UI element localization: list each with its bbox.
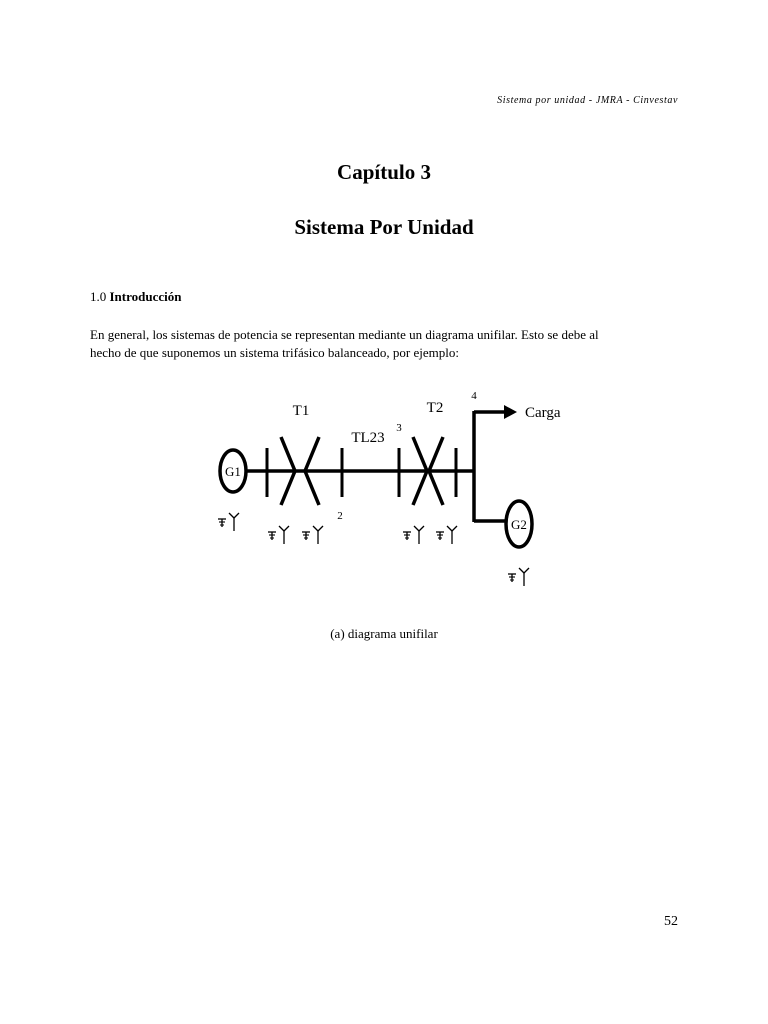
bus-4-label: 4 [471, 390, 477, 402]
generator-2-label: G2 [511, 517, 527, 532]
load-arrow [504, 405, 517, 419]
transformer-2-label: T2 [426, 400, 444, 416]
ground-wye-icon [218, 513, 239, 531]
ground-wye-icon [268, 526, 289, 544]
ground-wye-icon [302, 526, 323, 544]
page-number: 52 [664, 914, 678, 929]
ground-wye-icon [436, 526, 457, 544]
chapter-label: Capítulo 3 [337, 160, 431, 184]
bus-2-label: 2 [337, 510, 343, 522]
transformer-1-label: T1 [292, 403, 310, 419]
chapter-title: Sistema Por Unidad [294, 215, 474, 239]
generator-1-label: G1 [225, 464, 241, 479]
line-label: TL23 [351, 430, 385, 446]
ground-wye-icon [403, 526, 424, 544]
load-label: Carga [525, 405, 561, 421]
ground-wye-icon [508, 568, 529, 586]
bus-3-label: 3 [396, 422, 402, 434]
paragraph-line-2: hecho de que suponemos un sistema trifásico balanceado, por ejemplo: [90, 345, 459, 360]
running-header: Sistema por unidad - JMRA - Cinvestav [497, 95, 678, 106]
paragraph-line-1: En general, los sistemas de potencia se representan mediante un diagrama unifilar. Esto se debe al [90, 327, 599, 342]
section-number: 1.0 [90, 289, 107, 304]
section-title: Introducción [109, 289, 182, 304]
figure-caption: (a) diagrama unifilar [330, 626, 438, 641]
